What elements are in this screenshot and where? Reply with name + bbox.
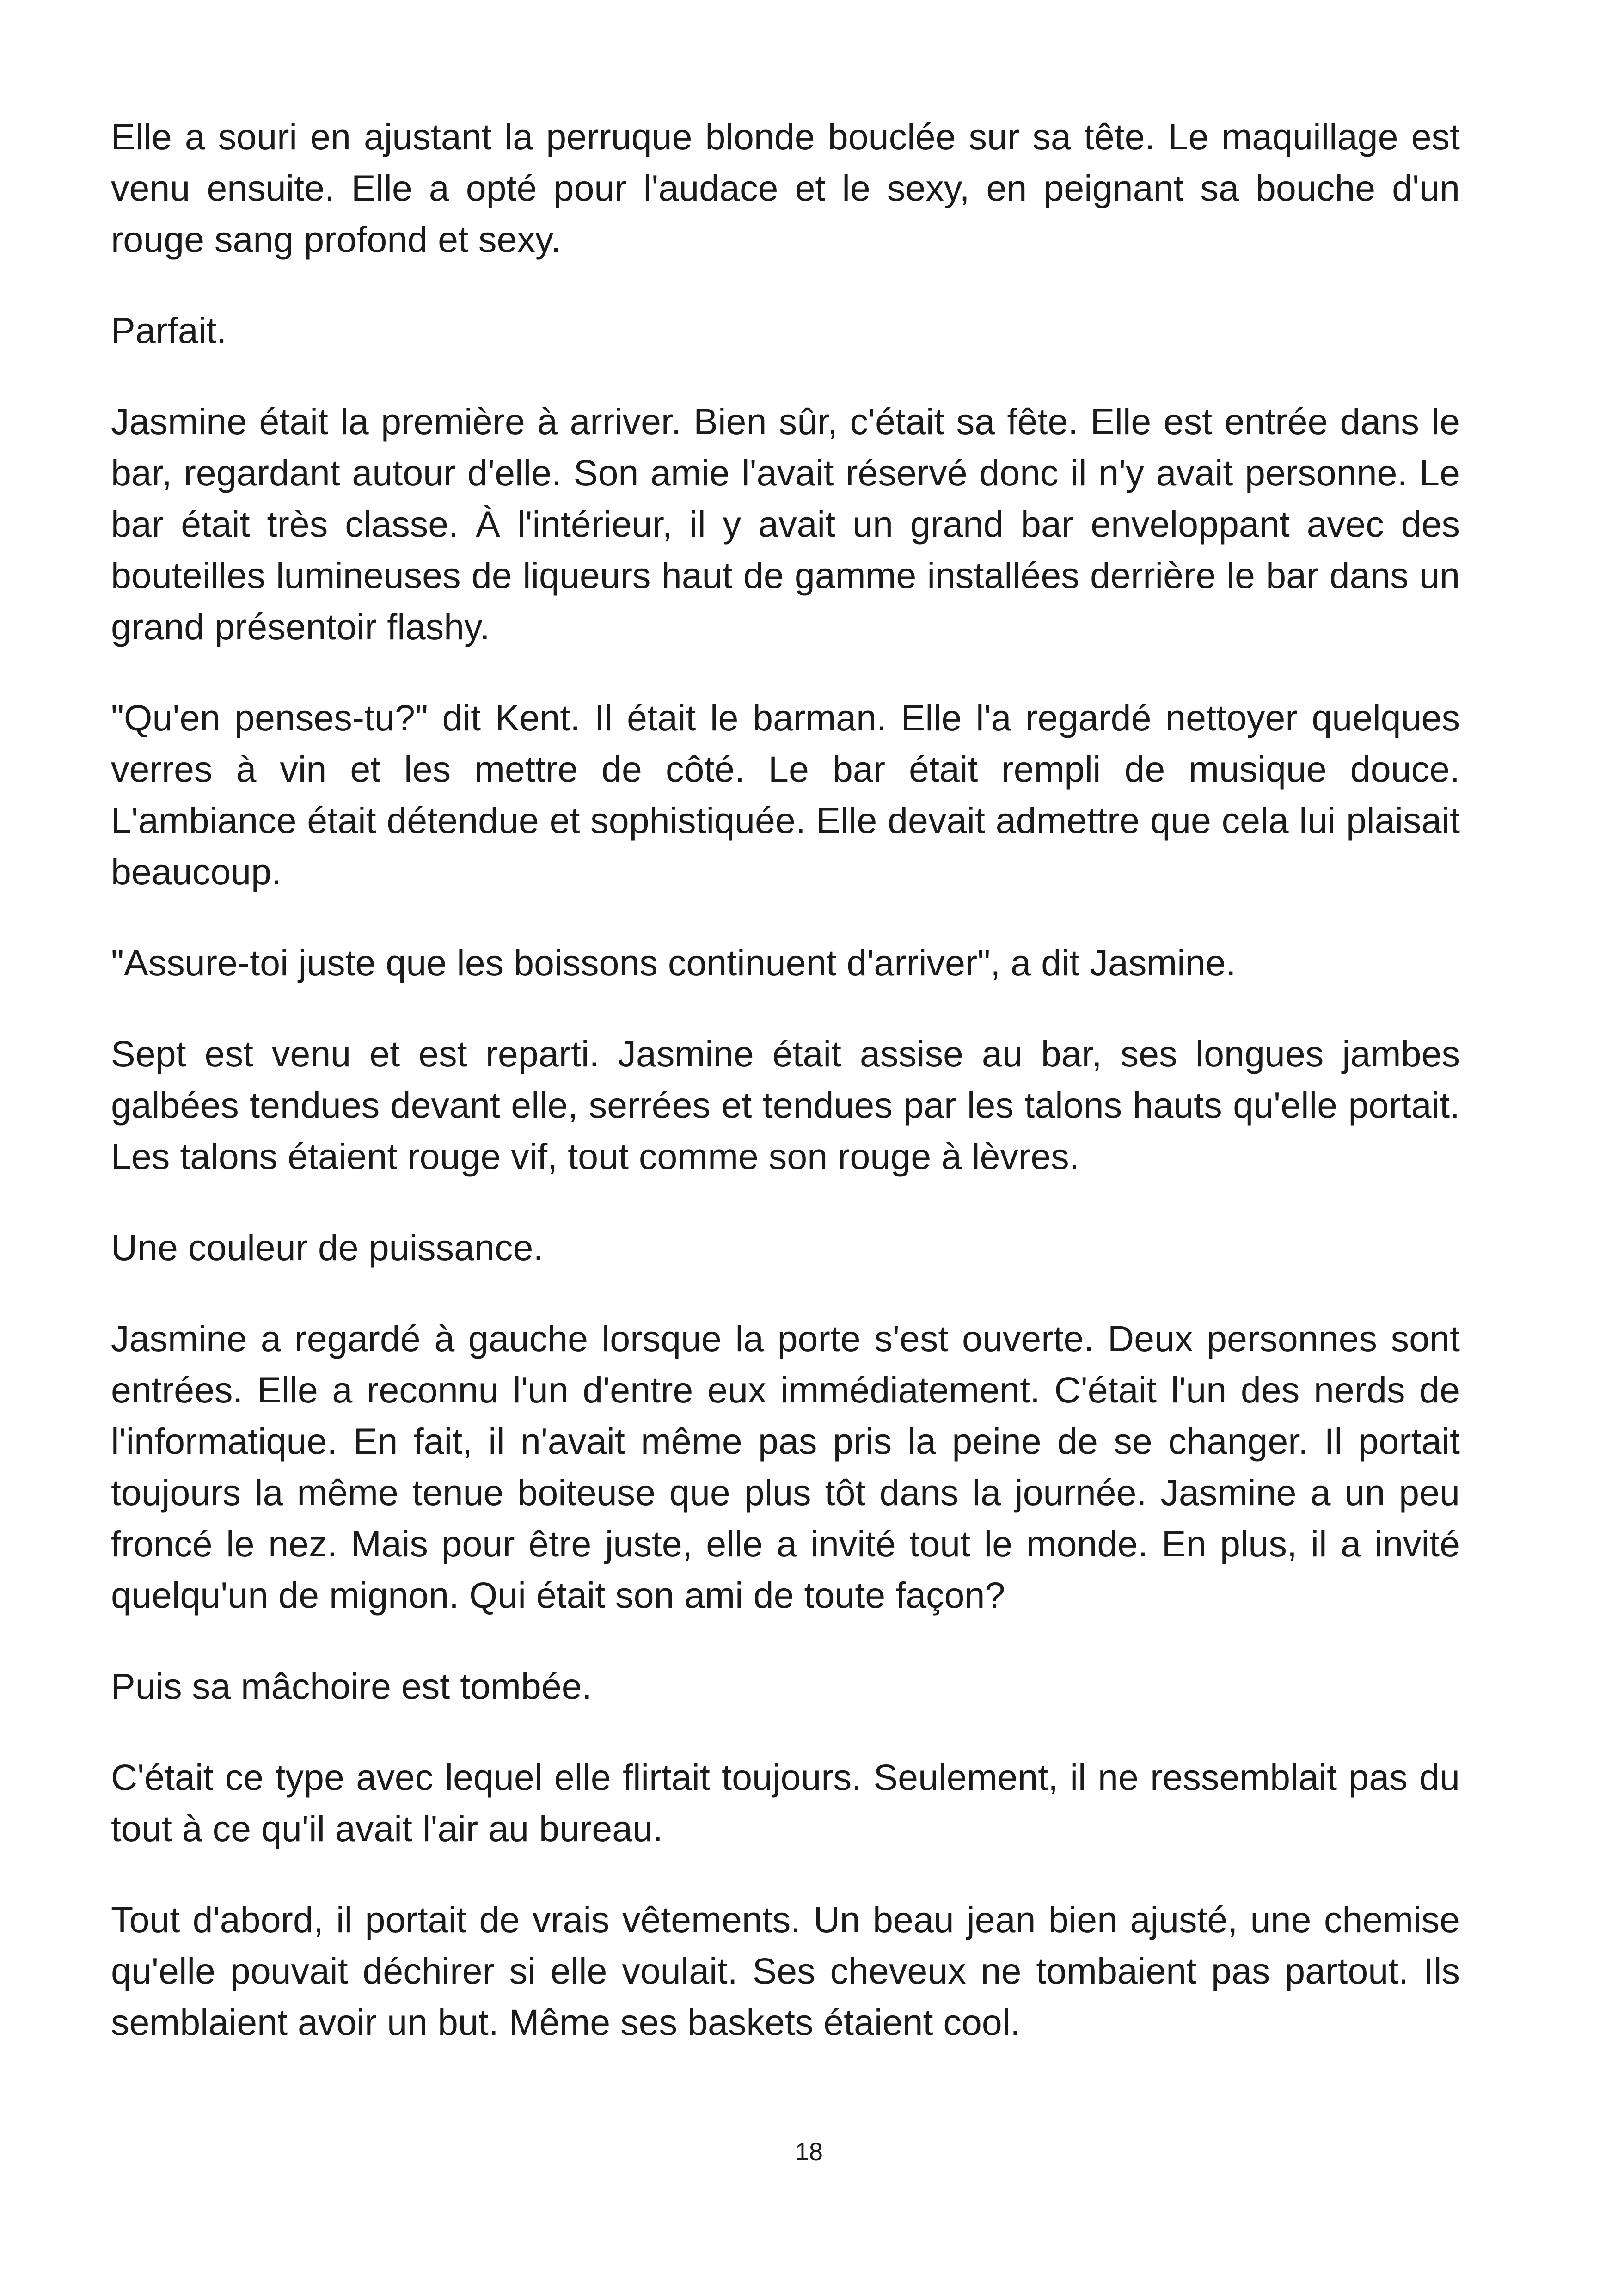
paragraph-9: Puis sa mâchoire est tombée.: [111, 1665, 592, 1707]
paragraph-1: Elle a souri en ajustant la perruque blonde bouclée sur sa tête. Le maquillage est venu ensuite. Elle a opté pour l'audace et le sexy, en peignant sa bouche d'un rouge sang profond et sexy.: [111, 116, 1460, 260]
paragraph-7: Une couleur de puissance.: [111, 1227, 544, 1268]
body-text: [111, 111, 1460, 2088]
paragraph-5: "Assure-toi juste que les boissons continuent d'arriver", a dit Jasmine.: [111, 942, 1236, 983]
paragraph-3: Jasmine était la première à arriver. Bien sûr, c'était sa fête. Elle est entrée dans le bar, regardant autour d'elle. Son amie l'avait réservé donc il n'y avait personne. Le bar était très classe. À l'intérieur, il y avait un grand bar enveloppant avec des bouteilles lumineuses de liqueurs haut de gamme installées derrière le bar dans un grand présentoir flashy.: [111, 401, 1460, 647]
paragraph-11: Tout d'abord, il portait de vrais vêtements. Un beau jean bien ajusté, une chemise qu'elle pouvait déchirer si elle voulait. Ses cheveux ne tombaient pas partout. Ils semblaient avoir un but. Même ses baskets étaient cool.: [111, 1899, 1460, 2043]
paragraph-4: "Qu'en penses-tu?" dit Kent. Il était le barman. Elle l'a regardé nettoyer quelques verres à vin et les mettre de côté. Le bar était rempli de musique douce. L'ambiance était détendue et sophistiquée. Elle devait admettre que cela lui plaisait beaucoup.: [111, 697, 1460, 892]
paragraph-8: Jasmine a regardé à gauche lorsque la porte s'est ouverte. Deux personnes sont entrées. Elle a reconnu l'un d'entre eux immédiatement. C'était l'un des nerds de l'informatique. En fait, il n'avait même pas pris la peine de se changer. Il portait toujours la même tenue boiteuse que plus tôt dans la journée. Jasmine a un peu froncé le nez. Mais pour être juste, elle a invité tout le monde. En plus, il a invité quelqu'un de mignon. Qui était son ami de toute façon?: [111, 1318, 1460, 1616]
page-number: 18: [795, 2138, 823, 2166]
paragraph-10: C'était ce type avec lequel elle flirtait toujours. Seulement, il ne ressemblait pas du tout à ce qu'il avait l'air au bureau.: [111, 1757, 1460, 1849]
paragraph-2: Parfait.: [111, 310, 227, 351]
paragraph-6: Sept est venu et est reparti. Jasmine était assise au bar, ses longues jambes galbées tendues devant elle, serrées et tendues par les talons hauts qu'elle portait. Les talons étaient rouge vif, tout comme son rouge à lèvres.: [111, 1033, 1460, 1177]
